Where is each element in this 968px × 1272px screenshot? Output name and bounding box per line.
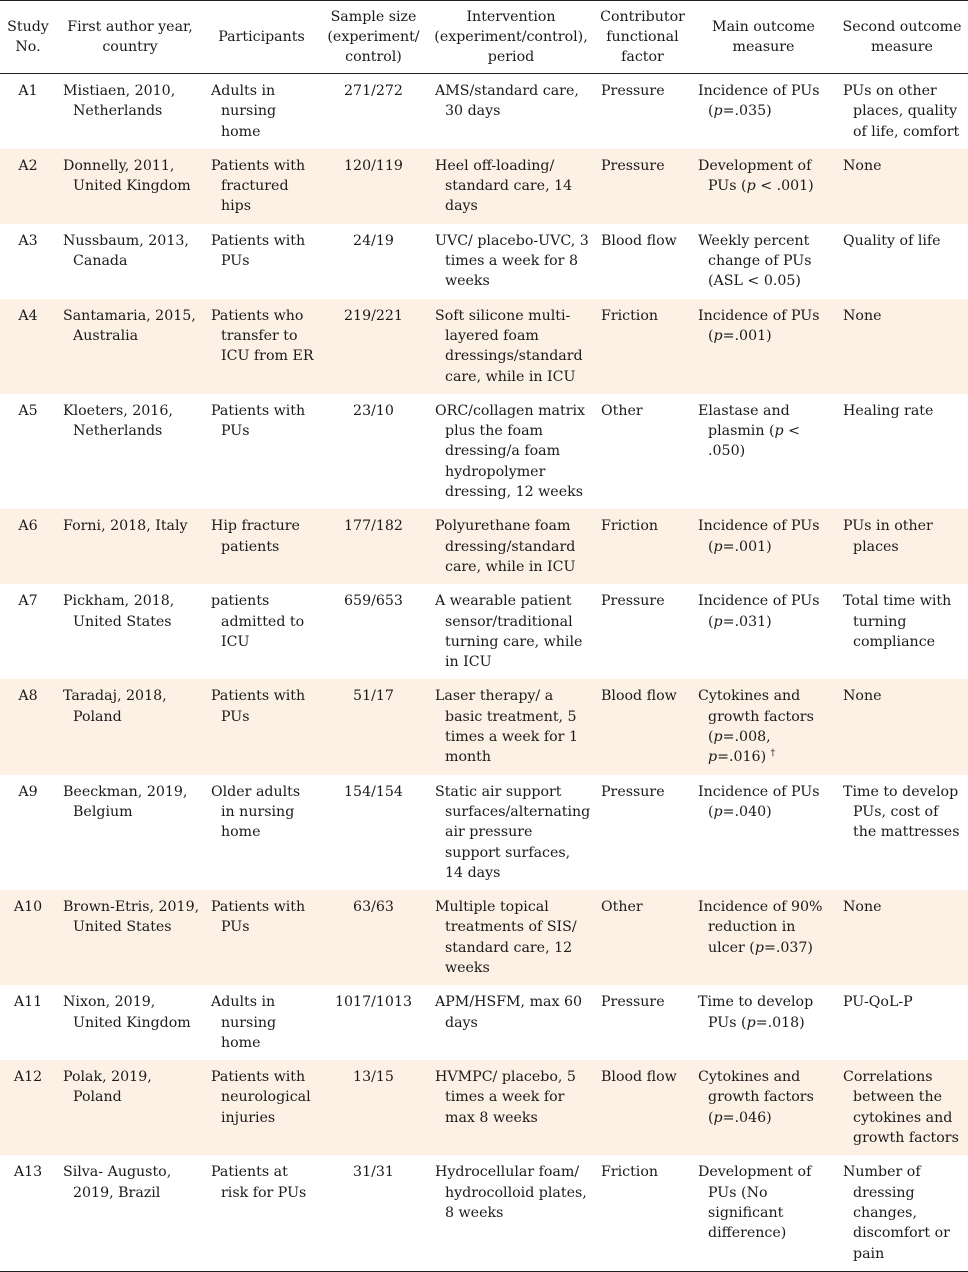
cell-main-outcome xyxy=(691,1060,836,1155)
cell-second-outcome xyxy=(836,584,968,679)
cell-study-no-text: A12 xyxy=(13,1069,43,1086)
cell-intervention xyxy=(428,149,594,224)
cell-intervention-text: Polyurethane foam dressing/standard care, while in ICU xyxy=(435,518,576,575)
cell-main-outcome-text: Development of PUs (p < .001) xyxy=(698,157,814,195)
cell-intervention xyxy=(428,890,594,985)
cell-intervention xyxy=(428,74,594,149)
table-body xyxy=(0,74,968,1272)
cell-intervention-text: Laser therapy/ a basic treatment, 5 times a week for 1 month xyxy=(435,688,579,766)
cell-contributor-factor xyxy=(594,1060,691,1155)
cell-contributor-factor-text: Friction xyxy=(601,518,659,535)
cell-participants-text: Adults in nursing home xyxy=(211,994,277,1051)
cell-study-no xyxy=(0,985,56,1060)
cell-main-outcome xyxy=(691,149,836,224)
cell-main-outcome xyxy=(691,74,836,149)
cell-sample-size xyxy=(319,149,428,224)
table-row xyxy=(0,224,968,299)
cell-main-outcome-text: Time to develop PUs (p=.018) xyxy=(698,994,814,1031)
cell-participants-text: Older adults in nursing home xyxy=(211,783,301,841)
cell-main-outcome xyxy=(691,394,836,509)
cell-participants-text: patients admitted to ICU xyxy=(211,593,305,650)
cell-participants-text: Patients with fractured hips xyxy=(211,157,306,215)
cell-study-no-text: A7 xyxy=(18,593,38,610)
cell-participants-text: Patients with PUs xyxy=(211,402,306,440)
cell-contributor-factor xyxy=(594,775,691,890)
cell-study-no xyxy=(0,224,56,299)
cell-sample-size-text: 154/154 xyxy=(344,783,403,800)
cell-main-outcome-text: Cytokines and growth factors (p=.008, p=.016) † xyxy=(698,688,814,766)
cell-first-author xyxy=(56,224,204,299)
cell-sample-size xyxy=(319,985,428,1060)
table-row xyxy=(0,74,968,149)
cell-second-outcome xyxy=(836,679,968,774)
cell-contributor-factor-text: Blood flow xyxy=(601,1069,677,1086)
header-intervention: Intervention (experiment/control), period xyxy=(428,1,594,74)
cell-sample-size-text: 24/19 xyxy=(353,232,394,249)
cell-participants xyxy=(204,509,319,584)
cell-second-outcome-text: None xyxy=(843,307,882,324)
cell-contributor-factor-text: Other xyxy=(601,899,643,916)
table-row xyxy=(0,985,968,1060)
cell-second-outcome-text: Quality of life xyxy=(843,232,941,249)
cell-second-outcome-text: PUs in other places xyxy=(843,518,933,555)
table-row xyxy=(0,149,968,224)
cell-participants-text: Patients with PUs xyxy=(211,232,306,270)
cell-contributor-factor xyxy=(594,394,691,509)
cell-study-no-text: A13 xyxy=(13,1164,43,1181)
cell-participants xyxy=(204,985,319,1060)
cell-study-no xyxy=(0,584,56,679)
cell-participants xyxy=(204,679,319,774)
cell-second-outcome-text: None xyxy=(843,899,882,916)
cell-contributor-factor-text: Blood flow xyxy=(601,688,677,705)
cell-intervention-text: Soft silicone multi-layered foam dressings/standard care, while in ICU xyxy=(435,307,583,385)
cell-second-outcome-text: PU-QoL-P xyxy=(843,994,913,1011)
cell-contributor-factor xyxy=(594,890,691,985)
cell-participants-text: Patients with PUs xyxy=(211,688,306,725)
cell-main-outcome-text: Incidence of PUs (p=.040) xyxy=(698,783,820,820)
cell-participants-text: Patients who transfer to ICU from ER xyxy=(211,307,314,365)
cell-main-outcome-text: Incidence of 90% reduction in ulcer (p=.037) xyxy=(698,899,823,956)
cell-contributor-factor-text: Pressure xyxy=(601,83,665,99)
table-row xyxy=(0,1155,968,1271)
cell-first-author-text: Brown-Etris, 2019, United States xyxy=(63,899,200,936)
cell-participants-text: Hip fracture patients xyxy=(211,518,300,555)
cell-participants-text: Patients with neurological injuries xyxy=(211,1069,311,1126)
cell-sample-size xyxy=(319,224,428,299)
cell-sample-size xyxy=(319,584,428,679)
cell-participants-text: Patients with PUs xyxy=(211,899,306,936)
header-first-author: First author year, country xyxy=(56,1,204,74)
cell-contributor-factor-text: Other xyxy=(601,402,643,419)
cell-second-outcome xyxy=(836,224,968,299)
table-row xyxy=(0,679,968,774)
cell-intervention-text: Multiple topical treatments of SIS/ standard care, 12 weeks xyxy=(435,899,577,976)
cell-study-no-text: A6 xyxy=(18,518,38,535)
cell-participants xyxy=(204,1060,319,1155)
cell-intervention xyxy=(428,584,594,679)
cell-main-outcome-text: Incidence of PUs (p=.001) xyxy=(698,518,820,555)
cell-second-outcome-text: PUs on other places, quality of life, comfort xyxy=(843,83,960,140)
cell-intervention-text: A wearable patient sensor/traditional turning care, while in ICU xyxy=(435,593,583,671)
cell-main-outcome xyxy=(691,509,836,584)
cell-sample-size xyxy=(319,775,428,890)
cell-main-outcome xyxy=(691,584,836,679)
table-header xyxy=(0,1,968,74)
cell-first-author xyxy=(56,890,204,985)
cell-contributor-factor xyxy=(594,584,691,679)
cell-study-no-text: A2 xyxy=(18,157,38,174)
cell-participants xyxy=(204,224,319,299)
cell-sample-size-text: 51/17 xyxy=(353,688,394,705)
cell-sample-size xyxy=(319,890,428,985)
cell-second-outcome-text: Number of dressing changes, discomfort or pain xyxy=(843,1164,950,1262)
cell-intervention-text: Hydrocellular foam/ hydrocolloid plates, 8 weeks xyxy=(435,1164,587,1221)
cell-intervention xyxy=(428,775,594,890)
cell-participants xyxy=(204,584,319,679)
cell-main-outcome xyxy=(691,890,836,985)
cell-second-outcome xyxy=(836,775,968,890)
cell-contributor-factor-text: Pressure xyxy=(601,593,665,610)
cell-first-author xyxy=(56,679,204,774)
cell-participants xyxy=(204,775,319,890)
cell-first-author xyxy=(56,584,204,679)
cell-sample-size-text: 177/182 xyxy=(344,518,403,535)
cell-participants xyxy=(204,74,319,149)
cell-study-no xyxy=(0,679,56,774)
cell-contributor-factor xyxy=(594,149,691,224)
table-row xyxy=(0,299,968,394)
cell-intervention-text: UVC/ placebo-UVC, 3 times a week for 8 weeks xyxy=(435,232,589,290)
table-row xyxy=(0,509,968,584)
cell-contributor-factor-text: Friction xyxy=(601,307,659,324)
cell-study-no-text: A11 xyxy=(13,994,43,1011)
cell-second-outcome-text: None xyxy=(843,688,882,705)
cell-first-author-text: Polak, 2019, Poland xyxy=(63,1069,152,1106)
table-row xyxy=(0,775,968,890)
table-row xyxy=(0,890,968,985)
cell-main-outcome-text: Cytokines and growth factors (p=.046) xyxy=(698,1069,814,1126)
cell-study-no-text: A1 xyxy=(18,83,38,99)
cell-first-author xyxy=(56,299,204,394)
cell-main-outcome xyxy=(691,299,836,394)
cell-first-author-text: Donnelly, 2011, United Kingdom xyxy=(63,157,191,195)
cell-second-outcome xyxy=(836,394,968,509)
cell-study-no-text: A5 xyxy=(18,402,38,419)
cell-second-outcome xyxy=(836,509,968,584)
cell-first-author-text: Silva- Augusto, 2019, Brazil xyxy=(63,1164,172,1201)
cell-study-no xyxy=(0,299,56,394)
cell-participants xyxy=(204,149,319,224)
cell-contributor-factor-text: Pressure xyxy=(601,994,665,1011)
cell-first-author-text: Pickham, 2018, United States xyxy=(63,593,175,630)
cell-study-no xyxy=(0,1155,56,1271)
cell-study-no-text: A10 xyxy=(13,899,43,916)
cell-participants xyxy=(204,890,319,985)
cell-first-author-text: Beeckman, 2019, Belgium xyxy=(63,783,188,820)
cell-sample-size xyxy=(319,1060,428,1155)
cell-intervention-text: HVMPC/ placebo, 5 times a week for max 8 weeks xyxy=(435,1069,576,1126)
cell-study-no xyxy=(0,1060,56,1155)
cell-sample-size-text: 31/31 xyxy=(353,1164,394,1181)
cell-main-outcome xyxy=(691,1155,836,1271)
cell-first-author xyxy=(56,985,204,1060)
cell-study-no-text: A4 xyxy=(18,307,38,324)
cell-main-outcome-text: Elastase and plasmin (p < .050) xyxy=(698,402,801,460)
cell-intervention xyxy=(428,985,594,1060)
header-participants: Participants xyxy=(204,1,319,74)
header-second-outcome: Second outcome measure xyxy=(836,1,968,74)
cell-first-author-text: Santamaria, 2015, Australia xyxy=(63,307,196,344)
cell-first-author-text: Nussbaum, 2013, Canada xyxy=(63,232,189,270)
cell-study-no xyxy=(0,890,56,985)
cell-intervention xyxy=(428,394,594,509)
cell-main-outcome-text: Weekly percent change of PUs (ASL < 0.05) xyxy=(698,232,812,290)
cell-participants xyxy=(204,299,319,394)
cell-main-outcome xyxy=(691,224,836,299)
cell-intervention xyxy=(428,299,594,394)
cell-first-author xyxy=(56,149,204,224)
cell-main-outcome xyxy=(691,775,836,890)
cell-main-outcome-text: Incidence of PUs (p=.031) xyxy=(698,593,820,630)
cell-main-outcome-text: Incidence of PUs (p=.001) xyxy=(698,307,820,344)
cell-contributor-factor xyxy=(594,1155,691,1271)
cell-first-author-text: Taradaj, 2018, Poland xyxy=(63,688,167,725)
cell-intervention xyxy=(428,1060,594,1155)
cell-sample-size xyxy=(319,509,428,584)
cell-contributor-factor-text: Pressure xyxy=(601,157,665,174)
cell-intervention-text: APM/HSFM, max 60 days xyxy=(435,994,583,1031)
cell-sample-size-text: 659/653 xyxy=(344,593,403,610)
cell-intervention xyxy=(428,509,594,584)
cell-main-outcome xyxy=(691,985,836,1060)
table-row xyxy=(0,584,968,679)
cell-first-author xyxy=(56,74,204,149)
cell-intervention-text: Static air support surfaces/alternating air pressure support surfaces, 14 days xyxy=(435,783,591,881)
cell-contributor-factor xyxy=(594,509,691,584)
cell-first-author xyxy=(56,509,204,584)
cell-participants xyxy=(204,1155,319,1271)
cell-first-author xyxy=(56,1060,204,1155)
cell-first-author xyxy=(56,1155,204,1271)
cell-contributor-factor xyxy=(594,224,691,299)
cell-second-outcome-text: Time to develop PUs, cost of the mattresses xyxy=(843,783,960,841)
cell-sample-size-text: 1017/1013 xyxy=(335,994,412,1011)
cell-intervention-text: Heel off-loading/ standard care, 14 days xyxy=(435,157,573,215)
cell-second-outcome xyxy=(836,1060,968,1155)
cell-second-outcome xyxy=(836,985,968,1060)
cell-second-outcome xyxy=(836,74,968,149)
cell-intervention xyxy=(428,1155,594,1271)
cell-intervention-text: ORC/collagen matrix plus the foam dressing/a foam hydropolymer dressing, 12 weeks xyxy=(435,402,586,501)
table-row xyxy=(0,1060,968,1155)
header-sample-size: Sample size (experiment/ control) xyxy=(319,1,428,74)
cell-sample-size xyxy=(319,1155,428,1271)
cell-contributor-factor xyxy=(594,679,691,774)
cell-sample-size-text: 13/15 xyxy=(353,1069,394,1086)
cell-study-no xyxy=(0,74,56,149)
cell-sample-size xyxy=(319,679,428,774)
cell-second-outcome xyxy=(836,299,968,394)
cell-first-author-text: Forni, 2018, Italy xyxy=(63,518,188,535)
cell-study-no xyxy=(0,509,56,584)
cell-main-outcome-text: Incidence of PUs (p=.035) xyxy=(698,83,820,120)
cell-study-no-text: A3 xyxy=(18,232,38,249)
cell-study-no xyxy=(0,775,56,890)
cell-sample-size-text: 219/221 xyxy=(344,307,403,324)
cell-second-outcome-text: Correlations between the cytokines and growth factors xyxy=(843,1069,959,1147)
header-main-outcome: Main outcome measure xyxy=(691,1,836,74)
cell-first-author-text: Kloeters, 2016, Netherlands xyxy=(63,402,173,440)
cell-second-outcome-text: Healing rate xyxy=(843,402,934,419)
cell-contributor-factor-text: Blood flow xyxy=(601,232,677,249)
cell-second-outcome xyxy=(836,149,968,224)
cell-second-outcome xyxy=(836,1155,968,1271)
cell-contributor-factor-text: Friction xyxy=(601,1164,659,1181)
table-row xyxy=(0,394,968,509)
cell-sample-size-text: 120/119 xyxy=(344,157,403,174)
cell-intervention xyxy=(428,224,594,299)
cell-participants-text: Adults in nursing home xyxy=(211,83,277,140)
cell-first-author xyxy=(56,394,204,509)
cell-contributor-factor xyxy=(594,985,691,1060)
header-contributor-factor: Contributor functional factor xyxy=(594,1,691,74)
cell-sample-size-text: 63/63 xyxy=(353,899,394,916)
cell-study-no xyxy=(0,149,56,224)
cell-intervention-text: AMS/standard care, 30 days xyxy=(435,83,579,120)
cell-second-outcome xyxy=(836,890,968,985)
cell-sample-size xyxy=(319,299,428,394)
cell-intervention xyxy=(428,679,594,774)
cell-first-author-text: Mistiaen, 2010, Netherlands xyxy=(63,83,176,120)
header-study-no: Study No. xyxy=(0,1,56,74)
cell-sample-size-text: 23/10 xyxy=(353,402,394,419)
cell-contributor-factor xyxy=(594,74,691,149)
cell-sample-size-text: 271/272 xyxy=(344,83,403,99)
cell-sample-size xyxy=(319,394,428,509)
cell-first-author-text: Nixon, 2019, United Kingdom xyxy=(63,994,191,1031)
cell-contributor-factor xyxy=(594,299,691,394)
cell-second-outcome-text: Total time with turning compliance xyxy=(843,593,952,650)
cell-sample-size xyxy=(319,74,428,149)
cell-main-outcome-text: Development of PUs (No significant difference) xyxy=(698,1164,812,1242)
cell-second-outcome-text: None xyxy=(843,157,882,174)
cell-study-no xyxy=(0,394,56,509)
cell-study-no-text: A8 xyxy=(18,688,38,705)
cell-study-no-text: A9 xyxy=(18,783,38,800)
cell-participants-text: Patients at risk for PUs xyxy=(211,1164,307,1201)
cell-main-outcome xyxy=(691,679,836,774)
cell-participants xyxy=(204,394,319,509)
cell-contributor-factor-text: Pressure xyxy=(601,783,665,800)
cell-first-author xyxy=(56,775,204,890)
